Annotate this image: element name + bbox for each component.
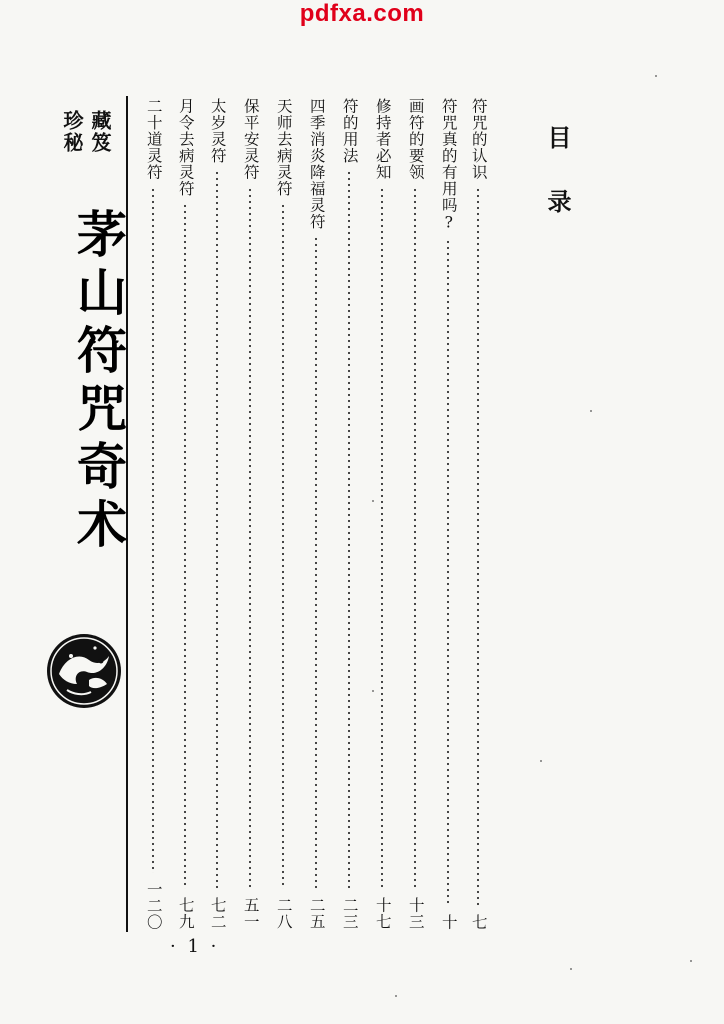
toc-entry[interactable] xyxy=(270,98,296,930)
dot-leader xyxy=(477,187,479,906)
dot-leader xyxy=(152,187,154,873)
dot-leader xyxy=(216,170,218,889)
toc-entry-page: 二八 xyxy=(274,897,293,930)
toc-entry-title: 天师去病灵符 xyxy=(274,98,293,197)
watermark: pdfxa.com xyxy=(299,0,425,27)
toc-title: 目录 xyxy=(543,125,572,253)
toc-entry-title: 四季消炎降福灵符 xyxy=(307,98,326,230)
toc-entry[interactable] xyxy=(172,98,198,930)
dot-leader xyxy=(381,187,383,890)
scan-speck xyxy=(690,960,692,962)
toc-entry-title: 符咒真的有用吗? xyxy=(439,98,458,233)
toc-entry-page: 一二〇 xyxy=(144,880,163,930)
scan-speck xyxy=(655,75,657,77)
toc-entry-page: 七九 xyxy=(176,897,195,930)
dot-leader xyxy=(184,203,186,889)
toc-entry-title: 太岁灵符 xyxy=(208,98,227,164)
toc-entry-title: 修持者必知 xyxy=(373,98,392,181)
toc-entry[interactable] xyxy=(402,98,428,930)
dot-leader xyxy=(348,170,350,889)
toc-entry-page: 十七 xyxy=(373,897,392,930)
toc-entry-page: 二五 xyxy=(307,897,326,930)
toc-entry[interactable] xyxy=(140,98,166,930)
toc-entry-page: 七 xyxy=(469,913,488,930)
toc-entry-title: 二十道灵符 xyxy=(144,98,163,181)
scan-speck xyxy=(570,968,572,970)
scan-speck xyxy=(372,690,374,692)
page-number: · 1 · xyxy=(170,936,220,957)
toc-entry[interactable] xyxy=(204,98,230,930)
scan-speck xyxy=(395,995,397,997)
toc-entry-title: 保平安灵符 xyxy=(241,98,260,181)
book-title: 茅山符咒奇术 xyxy=(70,208,126,556)
dot-leader xyxy=(414,187,416,890)
scan-speck xyxy=(590,410,592,412)
toc-entry-title: 符的用法 xyxy=(340,98,359,164)
series-label-line1: 藏笈 xyxy=(88,110,112,154)
toc-entry[interactable] xyxy=(369,98,395,930)
toc-entry[interactable] xyxy=(336,98,362,930)
scan-speck xyxy=(540,760,542,762)
dot-leader xyxy=(447,239,449,906)
toc-entry-title: 月令去病灵符 xyxy=(176,98,195,197)
dot-leader xyxy=(249,187,251,890)
dot-leader xyxy=(315,236,317,889)
toc-entry[interactable] xyxy=(303,98,329,930)
scan-speck xyxy=(372,500,374,502)
toc-entry[interactable] xyxy=(435,98,461,930)
series-label-line2: 珍秘 xyxy=(60,110,84,154)
toc-entry[interactable] xyxy=(465,98,491,930)
toc-entry-page: 五一 xyxy=(241,897,260,930)
dragon-seal-icon xyxy=(45,632,123,710)
toc-entry-page: 十三 xyxy=(406,897,425,930)
toc-entry-page: 二三 xyxy=(340,897,359,930)
toc-entry-page: 十 xyxy=(439,913,458,930)
dot-leader xyxy=(282,203,284,889)
toc-entry[interactable] xyxy=(237,98,263,930)
toc-entry-title: 画符的要领 xyxy=(406,98,425,181)
toc-entry-title: 符咒的认识 xyxy=(469,98,488,181)
toc-entry-page: 七二 xyxy=(208,897,227,930)
